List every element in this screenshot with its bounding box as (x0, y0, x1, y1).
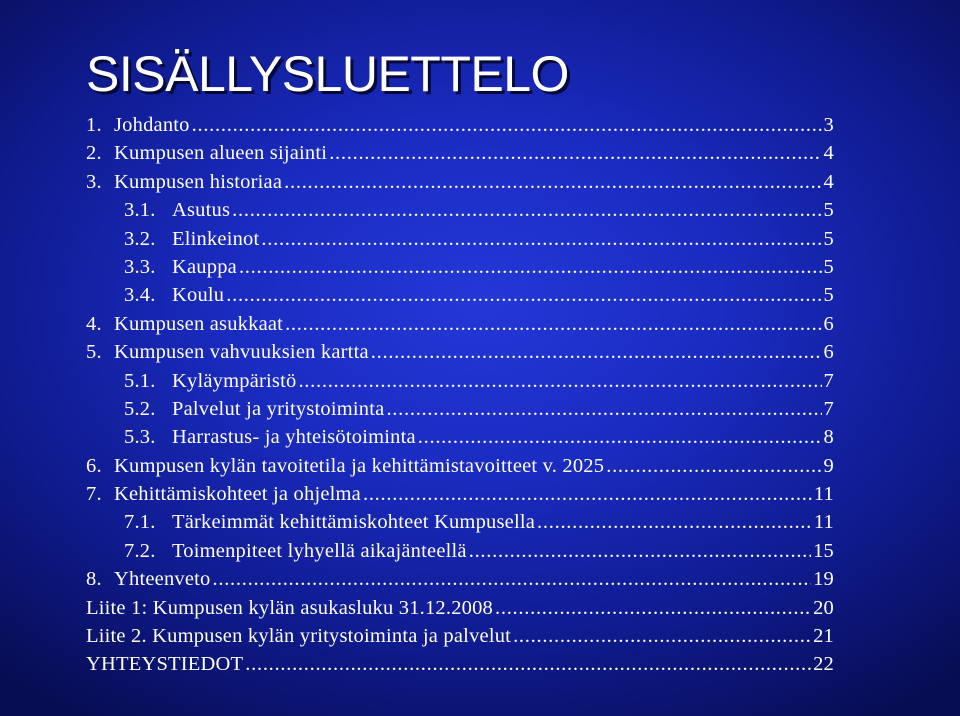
toc-dot-leader (386, 395, 821, 423)
toc-entry (86, 622, 834, 650)
toc-entry-title: Koulu (172, 284, 225, 307)
toc-dot-leader (285, 310, 821, 338)
toc-entry-title: Kehittämiskohteet ja ohjelma (114, 483, 361, 506)
toc-page-number: 8 (823, 426, 834, 449)
toc-entry-title: Tärkeimmät kehittämiskohteet Kumpusella (172, 511, 536, 534)
toc-dot-leader (606, 452, 821, 480)
toc-page-number: 11 (813, 483, 834, 506)
toc-page-number: 7 (823, 369, 834, 392)
toc-page-number: 11 (813, 511, 834, 534)
toc-entry-title: Kumpusen asukkaat (114, 312, 284, 335)
toc-dot-leader (513, 622, 811, 650)
toc-page-number: 6 (823, 312, 834, 335)
toc-entry-number: 3. (86, 170, 102, 193)
toc-entry (86, 168, 834, 196)
toc-entry-label (86, 168, 282, 196)
toc-entry-label (86, 622, 511, 650)
toc-dot-leader (284, 168, 821, 196)
toc-dot-leader (371, 338, 822, 366)
toc-entry (86, 565, 834, 593)
toc-page-number: 4 (823, 142, 834, 165)
toc-entry (86, 225, 834, 253)
toc-dot-leader (213, 565, 812, 593)
toc-entry (86, 594, 834, 622)
toc-entry-title: Liite 1: Kumpusen kylän asukasluku 31.12.2008 (86, 596, 493, 619)
toc-page-number: 5 (823, 199, 834, 222)
toc-entry-number: 5.1. (124, 369, 156, 392)
toc-dot-leader (192, 111, 822, 139)
toc-dot-leader (298, 367, 821, 395)
toc-entry-number: 5. (86, 341, 102, 364)
toc-dot-leader (239, 253, 822, 281)
toc-page-number: 5 (823, 284, 834, 307)
toc-entry-title: Kauppa (172, 255, 237, 278)
toc-entry-label (124, 225, 259, 253)
toc-dot-leader (363, 480, 812, 508)
page-title: SISÄLLYSLUETTELO (86, 46, 569, 102)
toc-entry-number: 7.2. (124, 539, 156, 562)
toc-dot-leader (537, 508, 812, 536)
toc-page-number: 9 (823, 454, 834, 477)
toc-entry-number: 3.4. (124, 284, 156, 307)
toc-page-number: 7 (823, 397, 834, 420)
toc-entry-title: Kyläympäristö (172, 369, 297, 392)
toc-entry-number: 3.1. (124, 199, 156, 222)
toc-entry-label (124, 196, 230, 224)
toc-entry-number: 3.3. (124, 255, 156, 278)
toc-entry-title: Harrastus- ja yhteisötoiminta (172, 426, 416, 449)
toc-entry-number: 7.1. (124, 511, 156, 534)
toc-entry-number: 4. (86, 312, 102, 335)
toc-page-number: 6 (823, 341, 834, 364)
toc-page-number: 21 (813, 625, 834, 648)
toc-entry-label (124, 423, 416, 451)
toc-entry-number: 2. (86, 142, 102, 165)
toc-entry-number: 1. (86, 114, 102, 136)
toc-entry-title: Kumpusen vahvuuksien kartta (114, 341, 369, 364)
toc-entry-number: 5.2. (124, 397, 156, 420)
toc-entry-title: Asutus (172, 199, 231, 222)
toc-entry-number: 7. (86, 483, 102, 506)
toc-entry-title: Johdanto (114, 114, 190, 136)
toc-entry-title: Liite 2. Kumpusen kylän yritystoiminta ja palvelut (86, 625, 512, 648)
toc-entry-label (86, 111, 190, 139)
toc-entry (86, 196, 834, 224)
toc-entry-title: Kumpusen historiaa (114, 170, 283, 193)
toc-entry (86, 310, 834, 338)
toc-entry-label (86, 338, 369, 366)
toc-entry (86, 480, 834, 508)
toc-entry-title: Yhteenveto (114, 568, 211, 591)
toc-entry-number: 6. (86, 454, 102, 477)
toc-entry-number: 8. (86, 568, 102, 591)
toc-dot-leader (495, 594, 811, 622)
toc-entry (86, 367, 834, 395)
toc-entry-label (124, 395, 384, 423)
toc-entry-number: 5.3. (124, 426, 156, 449)
toc-entry-number: 3.2. (124, 227, 156, 250)
toc-entry-label (86, 480, 361, 508)
toc-dot-leader (329, 139, 821, 167)
toc-entry (86, 423, 834, 451)
table-of-contents (86, 111, 834, 679)
toc-page-number: 19 (813, 568, 834, 591)
toc-entry-label (124, 281, 224, 309)
toc-entry (86, 139, 834, 167)
toc-entry (86, 338, 834, 366)
toc-entry (86, 281, 834, 309)
toc-entry (86, 111, 834, 139)
toc-entry (86, 537, 834, 565)
toc-dot-leader (418, 423, 822, 451)
toc-entry-label (124, 537, 467, 565)
toc-entry-label (86, 452, 604, 480)
toc-page-number: 15 (813, 539, 834, 562)
toc-entry-label (86, 594, 493, 622)
toc-entry-title: Elinkeinot (172, 227, 260, 250)
toc-dot-leader (232, 196, 821, 224)
toc-entry (86, 452, 834, 480)
toc-page-number: 5 (823, 227, 834, 250)
toc-dot-leader (245, 650, 811, 678)
toc-entry-label (124, 508, 535, 536)
toc-entry-label (86, 650, 243, 678)
toc-entry-label (86, 565, 211, 593)
toc-page-number: 22 (813, 653, 834, 676)
toc-dot-leader (469, 537, 811, 565)
toc-entry-label (86, 310, 283, 338)
toc-entry-label (124, 253, 237, 281)
toc-entry-title: Kumpusen kylän tavoitetila ja kehittämistavoitteet v. 2025 (114, 454, 605, 477)
toc-entry (86, 508, 834, 536)
toc-entry-label (124, 367, 296, 395)
toc-entry (86, 395, 834, 423)
toc-entry (86, 253, 834, 281)
toc-page-number: 3 (823, 114, 834, 136)
toc-page-number: 5 (823, 255, 834, 278)
toc-page-number: 4 (823, 170, 834, 193)
toc-dot-leader (226, 281, 821, 309)
toc-entry-title: YHTEYSTIEDOT (86, 653, 244, 676)
toc-entry-label (86, 139, 327, 167)
toc-dot-leader (261, 225, 821, 253)
toc-entry-title: Kumpusen alueen sijainti (114, 142, 328, 165)
toc-entry-title: Toimenpiteet lyhyellä aikajänteellä (172, 539, 467, 562)
toc-entry (86, 650, 834, 678)
toc-entry-title: Palvelut ja yritystoiminta (172, 397, 385, 420)
toc-page-number: 20 (813, 596, 834, 619)
